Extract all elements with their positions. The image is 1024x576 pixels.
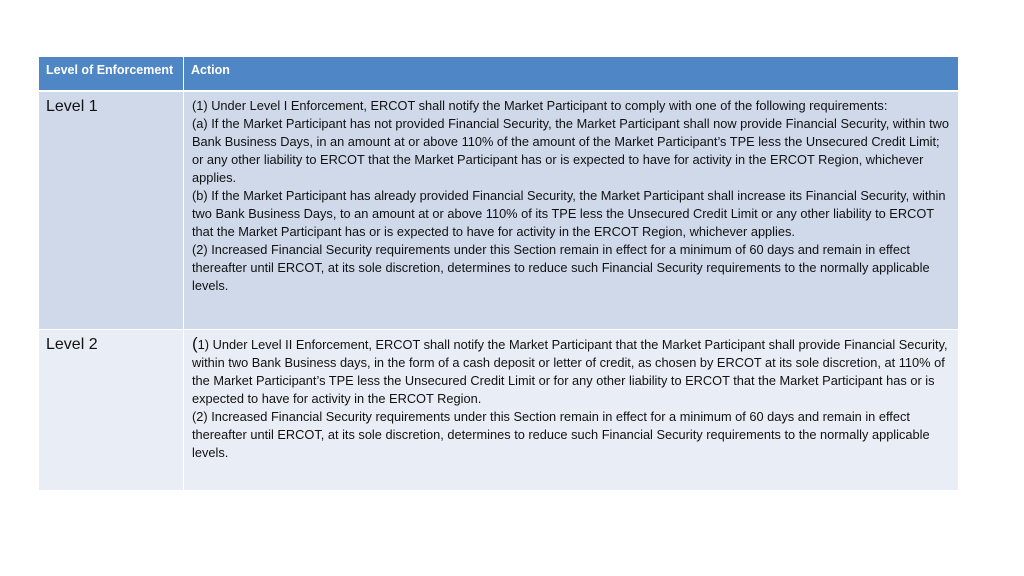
action-paragraph: (2) Increased Financial Security requirements under this Section remain in effect for a minimum of 60 days and remain in effect thereafter until ERCOT, at its sole discretion, determines to reduce such Financial Security requirements to the normally applicable levels. <box>192 242 930 293</box>
level-label: Level 1 <box>46 98 98 115</box>
enforcement-table <box>39 57 958 490</box>
action-text <box>184 92 958 295</box>
header-level-of-enforcement: Level of Enforcement <box>39 57 184 90</box>
table-header-row <box>39 57 958 90</box>
action-first-char: ( <box>192 334 198 353</box>
action-cell <box>184 92 958 329</box>
header-action: Action <box>191 63 230 77</box>
action-paragraph: (2) Increased Financial Security requirements under this Section remain in effect for a minimum of 60 days and remain in effect thereafter until ERCOT, at its sole discretion, determines to reduce such Financial Security requirements to the normally applicable levels. <box>192 409 930 460</box>
action-paragraph: (a) If the Market Participant has not provided Financial Security, the Market Participant shall now provide Financial Security, within two Bank Business Days, in an amount at or above 110% of the amount of the Market Participant’s TPE less the Unsecured Credit Limit; or any other liability to ERCOT that the Market Participant has or is expected to have for activity in the ERCOT Region, whichever applies. <box>192 116 950 185</box>
table-row-level-1 <box>39 92 958 329</box>
action-text <box>184 330 958 462</box>
action-paragraph <box>192 335 952 408</box>
action-first-rest: 1) Under Level II Enforcement, ERCOT shall notify the Market Participant that the Market Participant shall provide Financial Security, within two Bank Business days, in the form of a cash deposit or letter of credit, as chosen by ERCOT at its sole discretion, at 110% of the Market Participant’s TPE less the Unsecured Credit Limit or for any other liability to ERCOT that the Market Participant has or is expected to have for activity in the ERCOT Region. <box>192 337 948 406</box>
level-label: Level 2 <box>46 336 98 353</box>
level-cell <box>39 92 184 329</box>
action-cell <box>184 330 958 490</box>
level-cell <box>39 330 184 490</box>
action-paragraph: (b) If the Market Participant has already provided Financial Security, the Market Participant shall increase its Financial Security, within two Bank Business Days, to an amount at or above 110% of its TPE less the Unsecured Credit Limit or any other liability to ERCOT that the Market Participant has or is expected to have for activity in the ERCOT Region, whichever applies. <box>192 188 946 239</box>
action-paragraph: (1) Under Level I Enforcement, ERCOT shall notify the Market Participant to comply with one of the following requirements: <box>192 98 888 113</box>
table-row-level-2 <box>39 329 958 490</box>
